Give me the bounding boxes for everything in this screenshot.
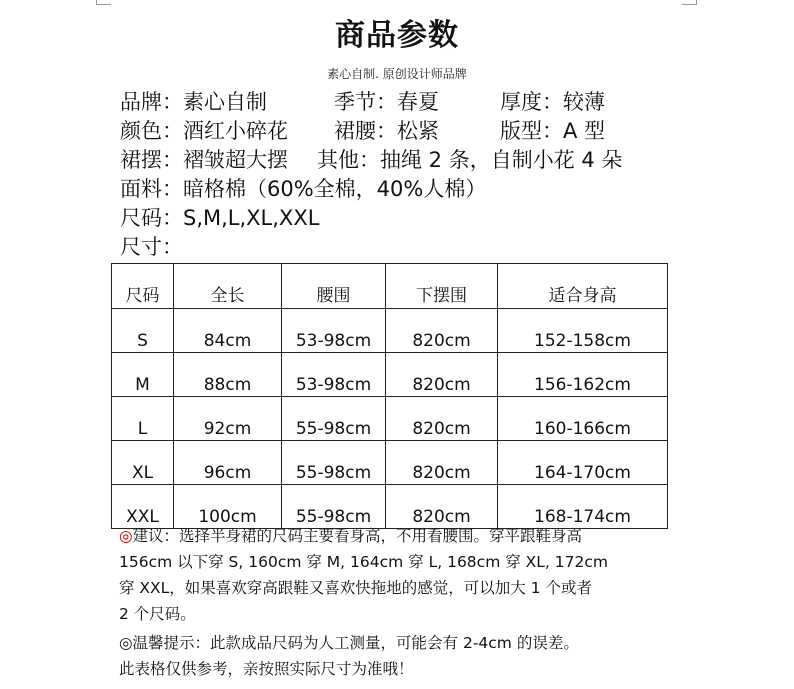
cell-waist: 55-98cm <box>282 397 386 441</box>
cell-waist: 55-98cm <box>282 441 386 485</box>
param-season: 季节：春夏 <box>334 90 439 114</box>
page-title: 商品参数 <box>335 18 459 53</box>
cell-size: M <box>112 353 174 397</box>
suggestion-text: 建议：选择半身裙的尺码主要看身高，不用看腰围。穿平跟鞋身高 <box>132 527 583 545</box>
cell-size: XXL <box>112 485 174 529</box>
params-row-4 <box>120 175 780 204</box>
suggestion-line-4: 2 个尺码。 <box>119 605 196 623</box>
cell-waist: 53-98cm <box>282 353 386 397</box>
suggestion-line-1 <box>119 523 679 549</box>
cell-size: XL <box>112 441 174 485</box>
cell-length: 100cm <box>174 485 282 529</box>
cell-hem: 820cm <box>386 309 498 353</box>
cell-length: 92cm <box>174 397 282 441</box>
param-fabric: 面料：暗格棉（60%全棉，40%人棉） <box>120 177 487 201</box>
param-other: 其他：抽绳 2 条，自制小花 4 朵 <box>317 148 623 172</box>
size-table-header <box>112 264 668 309</box>
params-row-1 <box>120 88 780 117</box>
page-corner-mark-left <box>96 0 111 5</box>
cell-height: 160-166cm <box>498 397 668 441</box>
param-sizes: 尺码：S,M,L,XL,XXL <box>120 206 320 230</box>
params-row-2 <box>120 117 780 146</box>
table-row <box>112 397 668 441</box>
page-corner-mark-right <box>682 0 697 5</box>
cell-hem: 820cm <box>386 353 498 397</box>
param-brand: 品牌：素心自制 <box>120 90 267 114</box>
tip-line-2: 此表格仅供参考，亲按照实际尺寸为准哦！ <box>119 660 414 678</box>
cell-height: 152-158cm <box>498 309 668 353</box>
cell-size: S <box>112 309 174 353</box>
suggestion-mark-icon: ◎ <box>119 527 133 545</box>
cell-hem: 820cm <box>386 397 498 441</box>
cell-height: 164-170cm <box>498 441 668 485</box>
cell-length: 96cm <box>174 441 282 485</box>
param-fit: 版型：A 型 <box>500 119 606 143</box>
cell-size: L <box>112 397 174 441</box>
table-row <box>112 485 668 529</box>
header-height: 适合身高 <box>498 264 668 309</box>
size-table <box>111 263 668 529</box>
header-waist: 腰围 <box>282 264 386 309</box>
header-length: 全长 <box>174 264 282 309</box>
params-row-3 <box>120 146 780 175</box>
cell-hem: 820cm <box>386 441 498 485</box>
param-color: 颜色：酒红小碎花 <box>120 119 288 143</box>
cell-waist: 53-98cm <box>282 309 386 353</box>
params-row-6 <box>120 233 780 262</box>
suggestion-line-3: 穿 XXL，如果喜欢穿高跟鞋又喜欢快拖地的感觉，可以加大 1 个或者 <box>119 579 593 597</box>
param-waist: 裙腰：松紧 <box>334 119 439 143</box>
param-thickness: 厚度：较薄 <box>500 90 605 114</box>
header-size: 尺码 <box>112 264 174 309</box>
cell-length: 84cm <box>174 309 282 353</box>
cell-height: 168-174cm <box>498 485 668 529</box>
cell-height: 156-162cm <box>498 353 668 397</box>
params-row-5 <box>120 204 780 233</box>
header-hem: 下摆围 <box>386 264 498 309</box>
suggestion-line-2: 156cm 以下穿 S, 160cm 穿 M, 164cm 穿 L, 168cm 穿 XL, 172cm <box>119 553 608 571</box>
size-notes <box>119 523 679 682</box>
param-dimensions: 尺寸： <box>120 235 183 259</box>
param-hem: 裙摆：褶皱超大摆 <box>120 148 288 172</box>
table-row <box>112 309 668 353</box>
cell-length: 88cm <box>174 353 282 397</box>
table-row <box>112 353 668 397</box>
cell-hem: 820cm <box>386 485 498 529</box>
table-row <box>112 441 668 485</box>
page-subtitle: 素心自制. 原创设计师品牌 <box>327 67 467 81</box>
product-params <box>120 88 780 262</box>
tip-line-1: ◎温馨提示：此款成品尺码为人工测量，可能会有 2-4cm 的误差。 <box>119 634 579 652</box>
cell-waist: 55-98cm <box>282 485 386 529</box>
